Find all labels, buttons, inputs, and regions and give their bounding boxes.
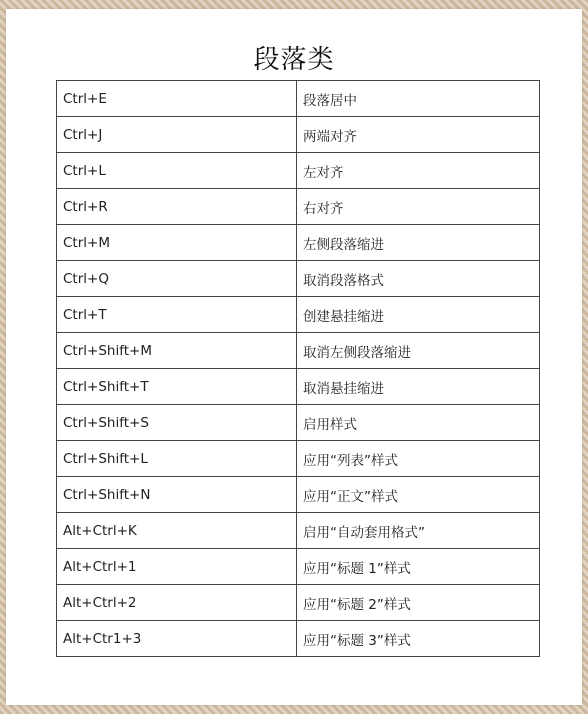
table-row [57,189,540,225]
shortcut-action-cell: 取消悬挂缩进 [297,369,540,405]
shortcut-key-cell: Alt+Ctrl+1 [57,549,297,585]
table-row [57,585,540,621]
shortcut-key-cell: Ctrl+R [57,189,297,225]
table-row [57,405,540,441]
shortcut-action-cell: 取消段落格式 [297,261,540,297]
shortcut-key-cell: Alt+Ctrl+2 [57,585,297,621]
table-row [57,261,540,297]
shortcut-key-cell: Ctrl+E [57,81,297,117]
shortcut-key-cell: Ctrl+T [57,297,297,333]
shortcut-action-cell: 段落居中 [297,81,540,117]
table-row [57,441,540,477]
shortcut-table-body [57,81,540,657]
shortcut-key-cell: Ctrl+Shift+S [57,405,297,441]
shortcut-action-cell: 左对齐 [297,153,540,189]
table-row [57,549,540,585]
shortcut-key-cell: Ctrl+M [57,225,297,261]
shortcut-table [56,80,540,657]
shortcut-key-cell: Ctrl+Shift+L [57,441,297,477]
shortcut-action-cell: 两端对齐 [297,117,540,153]
shortcut-key-cell: Alt+Ctrl+K [57,513,297,549]
shortcut-action-cell: 取消左侧段落缩进 [297,333,540,369]
table-row [57,81,540,117]
table-row [57,117,540,153]
shortcut-action-cell: 应用“标题 2”样式 [297,585,540,621]
shortcut-action-cell: 启用样式 [297,405,540,441]
shortcut-action-cell: 启用“自动套用格式” [297,513,540,549]
table-row [57,621,540,657]
shortcut-key-cell: Ctrl+Shift+T [57,369,297,405]
shortcut-action-cell: 应用“列表”样式 [297,441,540,477]
table-row [57,477,540,513]
shortcut-key-cell: Ctrl+J [57,117,297,153]
shortcut-action-cell: 左侧段落缩进 [297,225,540,261]
shortcut-action-cell: 右对齐 [297,189,540,225]
shortcut-key-cell: Ctrl+Q [57,261,297,297]
shortcut-key-cell: Ctrl+Shift+N [57,477,297,513]
table-row [57,225,540,261]
shortcut-action-cell: 应用“标题 1”样式 [297,549,540,585]
table-row [57,153,540,189]
table-row [57,333,540,369]
page-title: 段落类 [253,45,335,75]
shortcut-key-cell: Alt+Ctr1+3 [57,621,297,657]
content-card [6,9,582,705]
shortcut-action-cell: 创建悬挂缩进 [297,297,540,333]
table-row [57,369,540,405]
table-row [57,513,540,549]
shortcut-action-cell: 应用“标题 3”样式 [297,621,540,657]
shortcut-key-cell: Ctrl+Shift+M [57,333,297,369]
shortcut-action-cell: 应用“正文”样式 [297,477,540,513]
shortcut-key-cell: Ctrl+L [57,153,297,189]
table-row [57,297,540,333]
